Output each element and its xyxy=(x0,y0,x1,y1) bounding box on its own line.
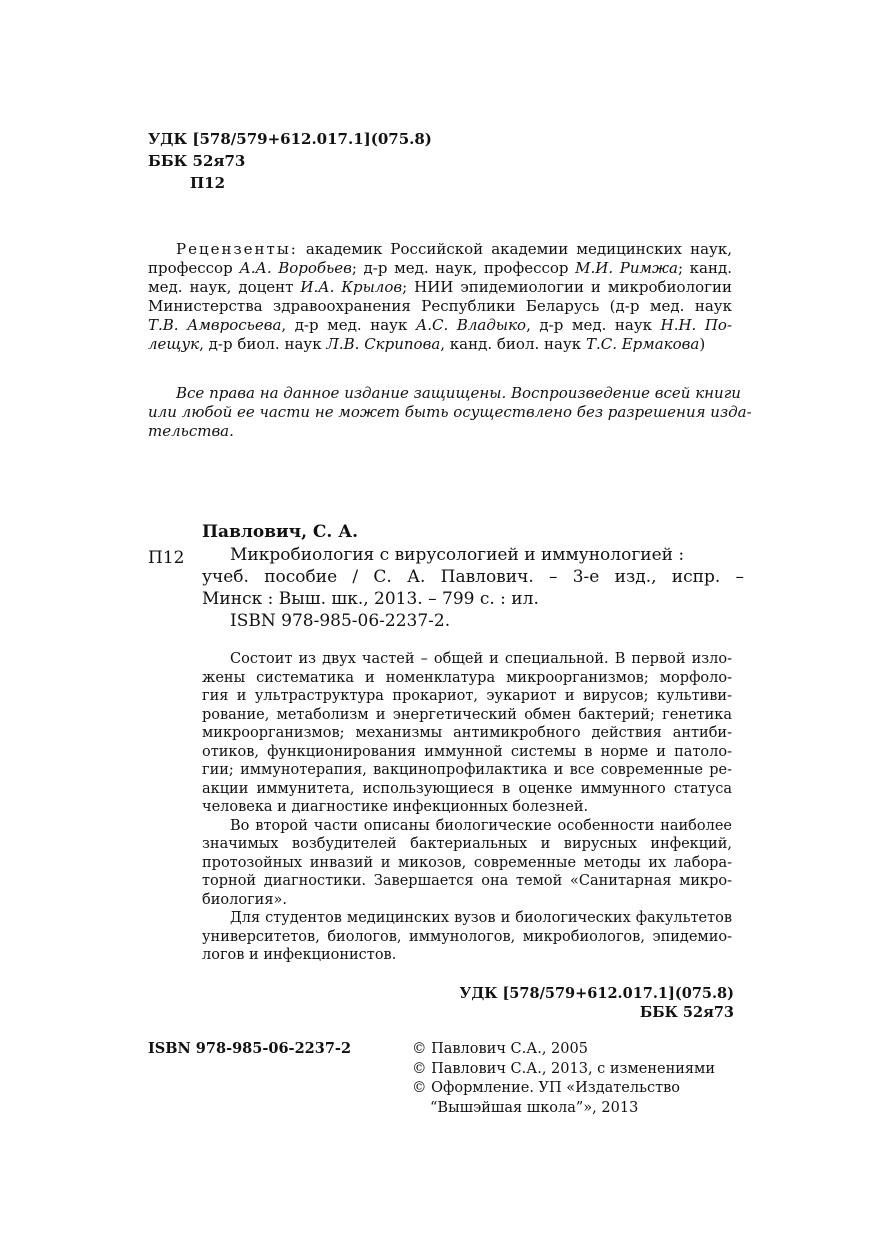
reviewers-text: профессор xyxy=(148,259,240,277)
annotation-line: Состоит из двух частей – общей и специальной. В первой изло- xyxy=(230,651,732,667)
annotation-line: гии; иммунотерапия, вакцинопрофилактика и все современные ре- xyxy=(202,762,732,778)
rights-line: или любой ее части не может быть осуществлено без разрешения изда- xyxy=(148,403,752,421)
rights-line: Все права на данное издание защищены. Воспроизведение всей книги xyxy=(176,384,741,402)
reviewers-line xyxy=(148,259,732,278)
reviewers-block xyxy=(148,240,732,354)
annotation-line: жены систематика и номенклатура микроорганизмов; морфоло- xyxy=(202,669,732,686)
reviewer-name: Л.В. Скрипова xyxy=(326,335,441,353)
title-line: Микробиология с вирусологией и иммунологией : xyxy=(230,545,685,565)
reviewer-name: Т.В. Амвросьева xyxy=(148,316,282,334)
annotation-line: значимых возбудителей бактериальных и вирусных инфекций, xyxy=(202,836,732,852)
author-sign: П12 xyxy=(190,174,226,192)
annotation-line: акции иммунитета, использующиеся в оценке иммунного статуса xyxy=(202,780,732,797)
reviewer-name: Т.С. Ермакова xyxy=(585,335,700,353)
footer-classification-codes xyxy=(420,984,734,1022)
reviewer-name: А.С. Владыко xyxy=(415,316,527,334)
reviewers-text: академик Российской академии медицинских наук, xyxy=(297,240,732,258)
catalog-code: П12 xyxy=(148,548,185,568)
reviewers-text: , д-р мед. наук xyxy=(281,316,416,334)
annotation-line: Для студентов медицинских вузов и биологических факультетов xyxy=(230,910,732,926)
udk-code: УДК [578/579+612.017.1](075.8) xyxy=(148,130,432,148)
reviewers-line: Министерства здравоохранения Республики Беларусь (д-р мед. наук xyxy=(148,297,732,315)
rights-line: тельства. xyxy=(148,422,234,440)
reviewers-line xyxy=(148,316,732,335)
copyright-line: © Оформление. УП «Издательство xyxy=(412,1080,681,1096)
reviewers-line xyxy=(148,278,732,297)
annotation-line: микроорганизмов; механизмы антимикробного действия антиби- xyxy=(202,725,732,741)
copyright-line: “Вышэйшая школа”», 2013 xyxy=(430,1099,639,1116)
reviewers-text: ; д-р мед. наук, профессор xyxy=(351,259,576,277)
reviewers-text: ; канд. xyxy=(677,259,732,277)
rights-notice xyxy=(148,384,752,441)
reviewers-text: ) xyxy=(699,335,706,353)
annotation-line: университетов, биологов, иммунологов, микробиологов, эпидемио- xyxy=(202,928,732,945)
reviewer-name: М.И. Римжа xyxy=(575,259,678,277)
footer-udk: УДК [578/579+612.017.1](075.8) xyxy=(459,985,734,1002)
annotation-line: торной диагностики. Завершается она темой «Санитарная микро- xyxy=(202,873,732,889)
reviewer-name: И.А. Крылов xyxy=(300,278,403,296)
footer-isbn: ISBN 978-985-06-2237-2 xyxy=(148,1040,352,1057)
annotation-line: гия и ультраструктура прокариот, эукариот и вирусов; культиви- xyxy=(202,688,732,704)
annotation-line: логов и инфекционистов. xyxy=(202,947,397,963)
reviewers-text: мед. наук, доцент xyxy=(148,278,301,296)
publication-line: учеб. пособие / С. А. Павлович. – 3-е изд., испр. – xyxy=(202,567,744,587)
annotation-line: отиков, функционирования иммунной системы в норме и патоло- xyxy=(202,743,732,760)
bbk-code: ББК 52я73 xyxy=(148,152,246,170)
reviewers-text: , канд. биол. наук xyxy=(440,335,586,353)
annotation-line: протозойных инвазий и микозов, современные методы их лабора- xyxy=(202,854,732,871)
reviewers-line xyxy=(148,240,732,259)
isbn-line: ISBN 978-985-06-2237-2. xyxy=(230,611,451,631)
annotation-line: Во второй части описаны биологические особенности наиболее xyxy=(230,817,732,834)
reviewers-text: , д-р биол. наук xyxy=(199,335,327,353)
annotation xyxy=(202,650,732,965)
classification-codes xyxy=(148,128,432,194)
annotation-line: биология». xyxy=(202,891,287,908)
author-heading: Павлович, С. А. xyxy=(202,522,359,542)
bibliographic-description xyxy=(202,544,744,632)
reviewers-text: ; НИИ эпидемиологии и микробиологии xyxy=(402,278,732,296)
reviewers-line xyxy=(148,335,732,354)
reviewer-name: А.А. Воробьев xyxy=(239,259,352,277)
annotation-line: рование, метаболизм и энергетический обмен бактерий; генетика xyxy=(202,706,732,723)
annotation-line: человека и диагностике инфекционных болезней. xyxy=(202,799,589,815)
reviewer-name: Н.Н. По- xyxy=(660,316,733,334)
reviewers-label: Рецензенты: xyxy=(176,240,298,258)
copyright-block xyxy=(412,1040,715,1118)
reviewers-text: , д-р мед. наук xyxy=(526,316,661,334)
reviewer-name: лещук xyxy=(148,335,200,353)
copyright-line: © Павлович С.А., 2005 xyxy=(412,1041,588,1057)
copyright-line: © Павлович С.А., 2013, с изменениями xyxy=(412,1060,715,1077)
imprint-line: Минск : Выш. шк., 2013. – 799 с. : ил. xyxy=(202,589,539,609)
footer-bbk: ББК 52я73 xyxy=(639,1004,734,1021)
